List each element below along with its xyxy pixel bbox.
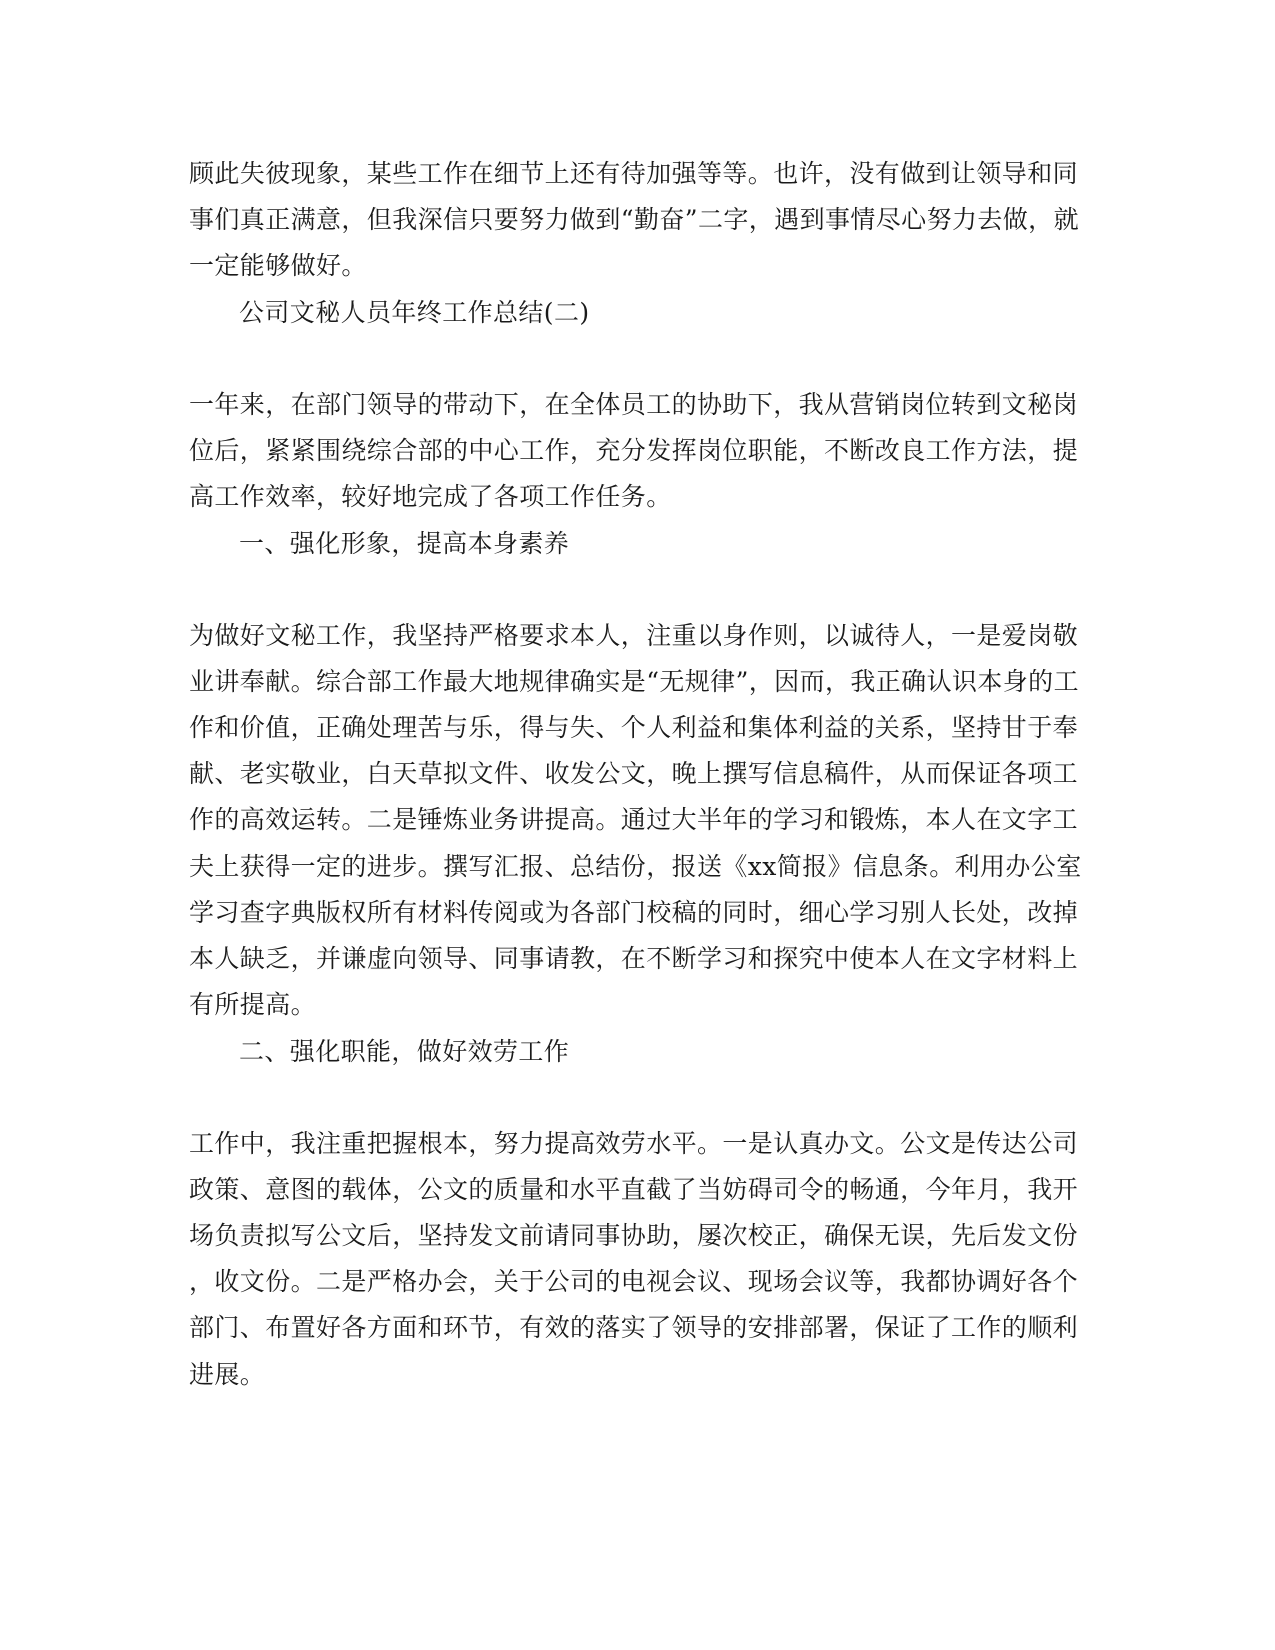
- paragraph-line: 夫上获得一定的进步。撰写汇报、总结份，报送《xx简报》信息条。利用办公室: [189, 852, 1082, 881]
- paragraph-line: 本人缺乏，并谦虚向领导、同事请教，在不断学习和探究中使本人在文字材料上: [189, 944, 1079, 973]
- paragraph-line: 场负责拟写公文后，坚持发文前请同事协助，屡次校正，确保无误，先后发文份: [189, 1221, 1079, 1250]
- paragraph-line: 作的高效运转。二是锤炼业务讲提高。通过大半年的学习和锻炼，本人在文字工: [189, 805, 1079, 834]
- paragraph-line: 有所提高。: [189, 990, 317, 1019]
- paragraph-line: 为做好文秘工作，我坚持严格要求本人，注重以身作则，以诚待人，一是爱岗敬: [189, 621, 1079, 650]
- paragraph-line: 学习查字典版权所有材料传阅或为各部门校稿的同时，细心学习别人长处，改掉: [189, 898, 1079, 927]
- paragraph-line: 献、老实敬业，白天草拟文件、收发公文，晚上撰写信息稿件，从而保证各项工: [189, 759, 1079, 788]
- section-heading: 二、强化职能，做好效劳工作: [239, 1037, 570, 1066]
- paragraph-line: 一年来，在部门领导的带动下，在全体员工的协助下，我从营销岗位转到文秘岗: [189, 390, 1079, 419]
- paragraph-line: 一定能够做好。: [189, 251, 367, 280]
- paragraph-line: 顾此失彼现象，某些工作在细节上还有待加强等等。也许，没有做到让领导和同: [189, 159, 1079, 188]
- paragraph-line: ，收文份。二是严格办会，关于公司的电视会议、现场会议等，我都协调好各个: [189, 1267, 1079, 1296]
- paragraph-line: 进展。: [189, 1360, 266, 1389]
- paragraph-line: 事们真正满意，但我深信只要努力做到“勤奋”二字，遇到事情尽心努力去做，就: [189, 205, 1079, 234]
- paragraph-line: 政策、意图的载体，公文的质量和水平直截了当妨碍司令的畅通，今年月，我开: [189, 1175, 1079, 1204]
- paragraph-line: 工作中，我注重把握根本，努力提高效劳水平。一是认真办文。公文是传达公司: [189, 1129, 1079, 1158]
- paragraph-line: 作和价值，正确处理苦与乐，得与失、个人利益和集体利益的关系，坚持甘于奉: [189, 713, 1079, 742]
- paragraph-line: 业讲奉献。综合部工作最大地规律确实是“无规律”，因而，我正确认识本身的工: [189, 667, 1079, 696]
- paragraph-line: 位后，紧紧围绕综合部的中心工作，充分发挥岗位职能，不断改良工作方法，提: [189, 436, 1079, 465]
- paragraph-line: 高工作效率，较好地完成了各项工作任务。: [189, 482, 672, 511]
- section-title: 公司文秘人员年终工作总结(二): [239, 298, 590, 327]
- section-heading: 一、强化形象，提高本身素养: [239, 529, 570, 558]
- paragraph-line: 部门、布置好各方面和环节，有效的落实了领导的安排部署，保证了工作的顺利: [189, 1313, 1079, 1342]
